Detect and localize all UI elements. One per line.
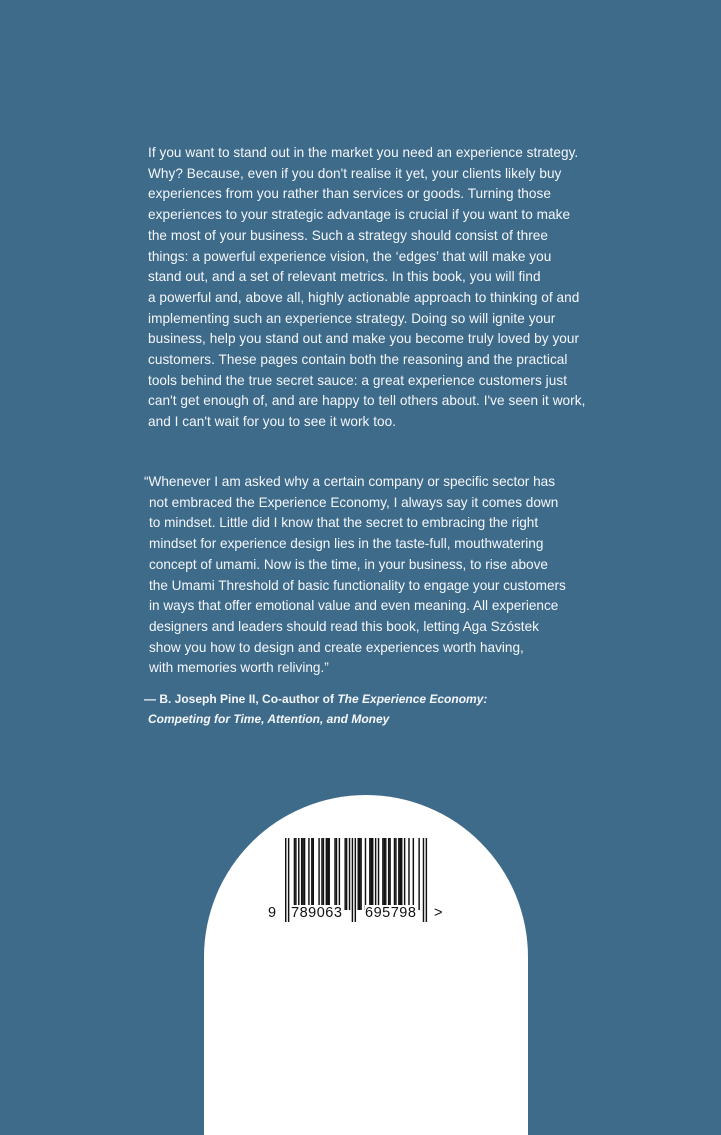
quote-line: with memories worth reliving.” [149, 660, 329, 676]
quote-line: concept of umami. Now is the time, in your business, to rise above [149, 556, 548, 572]
blurb-line: If you want to stand out in the market you need an experience strategy. [148, 145, 579, 160]
quote-line: show you how to design and create experiences worth having, [149, 639, 524, 655]
barcode-marker: > [434, 905, 443, 921]
blurb-line: customers. These pages contain both the reasoning and the practical [148, 352, 568, 368]
blurb-line: stand out, and a set of relevant metrics. In this book, you will find [148, 269, 541, 285]
blurb-line: experiences to your strategic advantage is crucial if you want to make [148, 207, 571, 223]
blurb-paragraph [148, 143, 588, 433]
quote-line: to mindset. Little did I know that the secret to embracing the right [149, 515, 539, 531]
quote-line: designers and leaders should read this book, letting Aga Szóstek [149, 618, 539, 634]
blurb-line: experiences from you rather than services or goods. Turning those [148, 186, 551, 202]
blurb-line: Why? Because, even if you don't realise it yet, your clients likely buy [148, 165, 562, 181]
blurb-line: and I can't wait for you to see it work too. [148, 414, 397, 430]
blurb-line: tools behind the true secret sauce: a great experience customers just [148, 372, 568, 388]
barcode-group-2: 695798 [365, 905, 417, 921]
blurb-line: business, help you stand out and make you become truly loved by your [148, 331, 580, 347]
quote-line: mindset for experience design lies in the taste-full, mouthwatering [149, 536, 544, 552]
attribution-line [144, 689, 604, 709]
blurb-line: implementing such an experience strategy. Doing so will ignite your [148, 310, 556, 326]
attribution-line [144, 709, 604, 729]
quote-line: “Whenever I am asked why a certain company or specific sector has [144, 474, 556, 489]
quote-line: not embraced the Experience Economy, I always say it comes down [149, 494, 559, 510]
endorsement-quote [144, 472, 584, 679]
isbn-barcode [268, 838, 455, 928]
book-subtitle: Competing for Time, Attention, and Money [148, 712, 390, 726]
blurb-line: things: a powerful experience vision, the ‘edges’ that will make you [148, 248, 552, 264]
blurb-line: the most of your business. Such a strategy should consist of three [148, 227, 548, 243]
barcode-group-1: 789063 [291, 905, 343, 921]
attribution-prefix: — B. Joseph Pine II, Co-author of [144, 692, 338, 706]
barcode-digits [268, 838, 485, 928]
blurb-line: a powerful and, above all, highly actionable approach to thinking of and [148, 289, 580, 305]
book-title: The Experience Economy: [337, 692, 488, 706]
blurb-line: can't get enough of, and are happy to tell others about. I've seen it work, [148, 393, 586, 409]
barcode-lead-digit: 9 [268, 905, 277, 921]
quote-attribution [144, 689, 604, 729]
quote-line: the Umami Threshold of basic functionality to engage your customers [149, 577, 566, 593]
quote-line: in ways that offer emotional value and even meaning. All experience [149, 598, 559, 614]
